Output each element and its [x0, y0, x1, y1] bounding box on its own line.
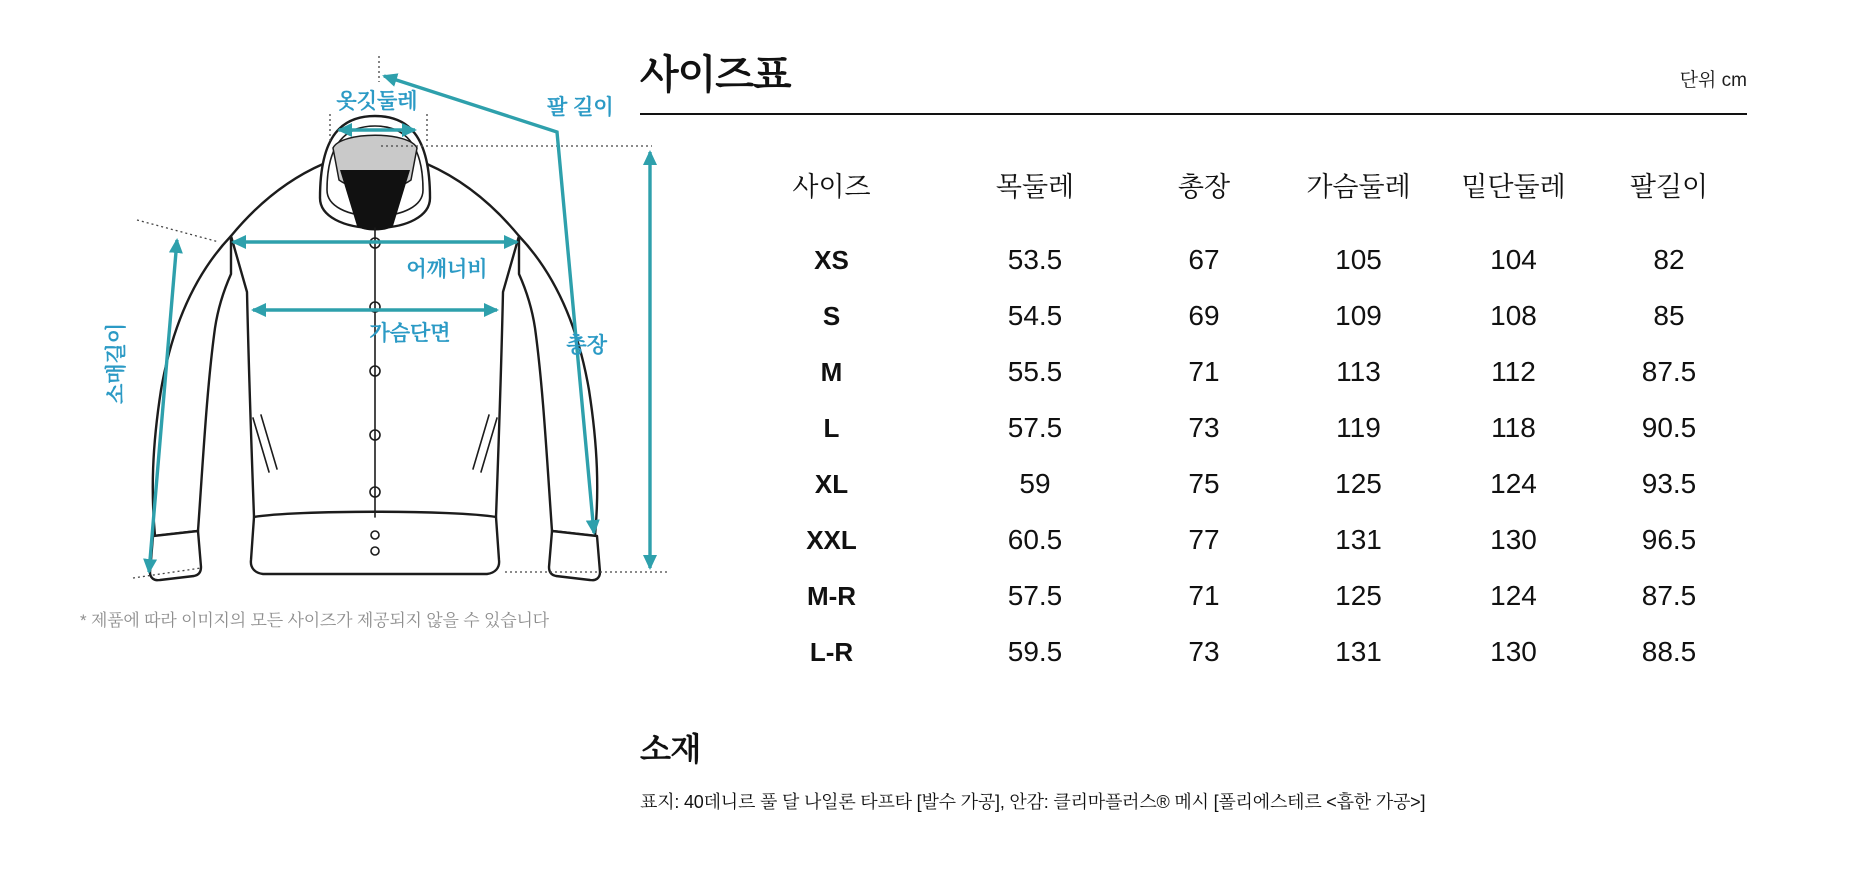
jacket-diagram-svg: [55, 30, 700, 615]
size-cell: XXL: [806, 524, 857, 555]
measurement-cell: 96.5: [1641, 524, 1697, 555]
material-heading: 소재: [640, 731, 701, 767]
measurement-cell: 71: [1188, 580, 1220, 611]
measurement-cell: 124: [1490, 580, 1537, 611]
measurement-cell: 54.5: [1007, 300, 1063, 331]
column-header-length: 총장: [1177, 172, 1231, 202]
measurement-cell: 67: [1188, 244, 1220, 275]
measurement-cell: 55.5: [1007, 356, 1063, 387]
table-row: [720, 288, 1747, 344]
size-cell: L: [823, 412, 840, 443]
chest-width-label: 가슴단면: [369, 322, 451, 345]
measurement-cell: 75: [1188, 468, 1220, 499]
column-header-hem: 밑단둘레: [1461, 172, 1566, 202]
table-row: [720, 344, 1747, 400]
measurement-cell: 73: [1188, 412, 1220, 443]
column-header-size: 사이즈: [792, 172, 871, 202]
measurement-cell: 57.5: [1007, 412, 1063, 443]
jacket-measurement-diagram: [55, 30, 700, 615]
measurement-cell: 131: [1335, 524, 1382, 555]
material-description: 표지: 40데니르 풀 달 나일론 타프타 [발수 가공], 안감: 클리마플러스® 메시 [폴리에스테르 <흡한 가공>]: [640, 792, 1426, 812]
column-header-chest: 가슴둘레: [1306, 172, 1411, 202]
measurement-cell: 85: [1653, 300, 1685, 331]
measurement-cell: 87.5: [1641, 356, 1697, 387]
column-header-neck: 목둘레: [995, 172, 1075, 202]
header-row: [720, 115, 1747, 232]
total-length-label: 총장: [566, 334, 607, 357]
size-cell: L-R: [809, 636, 854, 667]
measurement-cell: 119: [1336, 412, 1381, 443]
measurement-cell: 88.5: [1641, 636, 1697, 667]
size-cell: M: [820, 356, 843, 387]
measurement-cell: 59: [1019, 468, 1051, 499]
size-cell: XL: [814, 468, 849, 499]
measurement-cell: 60.5: [1007, 524, 1063, 555]
measurement-cell: 108: [1490, 300, 1537, 331]
measurement-cell: 124: [1490, 468, 1537, 499]
sleeve-length-label: 소매길이: [105, 322, 128, 404]
collar-circumference-label: 옷깃둘레: [336, 90, 418, 113]
column-header-arm: 팔길이: [1629, 172, 1709, 202]
table-row: [720, 456, 1747, 512]
size-table-head: [720, 115, 1747, 232]
measurement-cell: 104: [1490, 244, 1537, 275]
table-row: [720, 400, 1747, 456]
measurement-cell: 125: [1335, 468, 1382, 499]
measurement-cell: 71: [1188, 356, 1220, 387]
measurement-cell: 130: [1490, 524, 1537, 555]
jacket-outline: [150, 116, 600, 580]
measurement-cell: 105: [1335, 244, 1382, 275]
measurement-cell: 109: [1335, 300, 1382, 331]
page-title: 사이즈표: [640, 53, 791, 97]
measurement-cell: 130: [1490, 636, 1537, 667]
measurement-cell: 118: [1491, 412, 1536, 443]
size-cell: S: [822, 300, 841, 331]
table-row: [720, 624, 1747, 680]
size-cell: XS: [814, 244, 849, 275]
shoulder-width-label: 어깨너비: [406, 258, 488, 281]
measurement-cell: 131: [1335, 636, 1382, 667]
measurement-cell: 77: [1188, 524, 1220, 555]
table-row: [720, 232, 1747, 288]
size-table: [720, 115, 1747, 680]
table-row: [720, 568, 1747, 624]
arm-length-label: 팔 길이: [547, 96, 614, 119]
measurement-cell: 57.5: [1007, 580, 1063, 611]
diagram-footnote: * 제품에 따라 이미지의 모든 사이즈가 제공되지 않을 수 있습니다: [80, 611, 549, 630]
measurement-cell: 73: [1188, 636, 1220, 667]
measurement-cell: 90.5: [1641, 412, 1697, 443]
measurement-cell: 69: [1188, 300, 1220, 331]
measurement-cell: 59.5: [1007, 636, 1063, 667]
measurement-cell: 112: [1491, 356, 1536, 387]
table-row: [720, 512, 1747, 568]
measurement-cell: 113: [1336, 356, 1381, 387]
size-cell: M-R: [806, 580, 857, 611]
size-table-body: [720, 232, 1747, 680]
measurement-cell: 93.5: [1641, 468, 1697, 499]
size-chart-panel: [640, 53, 1747, 814]
size-chart-header: [640, 53, 1747, 115]
unit-label: 단위 cm: [1679, 70, 1747, 91]
measurement-cell: 53.5: [1007, 244, 1063, 275]
measurement-cell: 87.5: [1641, 580, 1697, 611]
measurement-cell: 125: [1335, 580, 1382, 611]
material-section: [640, 724, 1747, 814]
measurement-cell: 82: [1653, 244, 1685, 275]
